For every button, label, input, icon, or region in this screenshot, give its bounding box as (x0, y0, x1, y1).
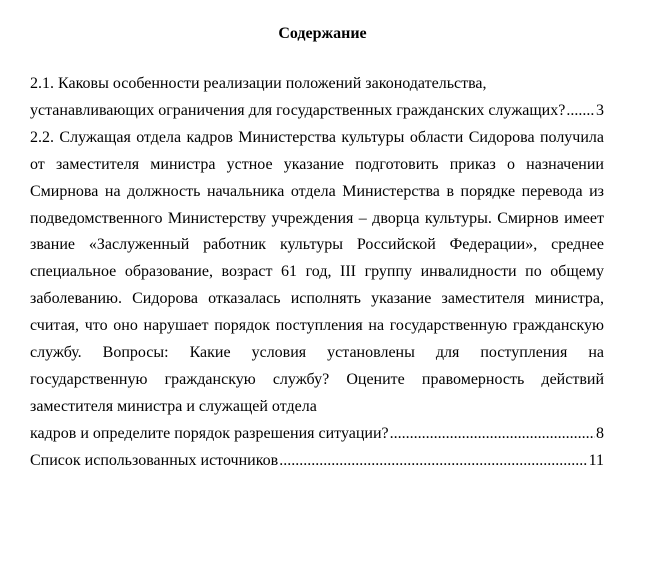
toc-entry-last-line (30, 421, 604, 448)
toc-title: Содержание (278, 25, 367, 42)
dot-leader (279, 448, 587, 475)
toc-page-number: 3 (596, 101, 604, 119)
toc-entry-text-end: Список использованных источников (30, 451, 279, 469)
dot-leader (566, 98, 595, 125)
toc-page-number: 8 (596, 424, 604, 442)
toc-entry-text-end: устанавливающих ограничения для государственных гражданских служащих? (30, 101, 566, 119)
toc-entry-2-1[interactable] (30, 71, 604, 125)
toc-entry-text-end: кадров и определите порядок разрешения ситуации? (30, 424, 389, 442)
toc-entry-text: 2.1. Каковы особенности реализации положений законодательства, (30, 75, 487, 92)
toc-entry-2-2[interactable] (30, 125, 604, 448)
dot-leader (390, 421, 595, 448)
toc-entry-sources[interactable] (30, 448, 604, 475)
toc-page-number: 11 (588, 451, 604, 469)
toc-entry-last-line (30, 448, 604, 475)
table-of-contents (30, 71, 604, 475)
toc-entry-text: 2.2. Служащая отдела кадров Министерства культуры области Сидорова получила от заместителя министра устное указание подготовить приказ о назначении Смирнова на должность начальника отдела Министерства в порядке перевода из подведомственного Министерству учреждения – дворца культуры. Смирнов имеет звание «Заслуженный работник культуры Российской Федерации», среднее специальное образование, возраст 61 год, III группу инвалидности по общему заболеванию. Сидорова отказалась исполнять указание заместителя министра, считая, что оно нарушает порядок поступления на государственную гражданскую службу. Вопросы: Какие условия установлены для поступления на государственную гражданскую службу? Оцените правомерность действий заместителя министра и служащей отдела (30, 128, 604, 415)
toc-entry-last-line (30, 98, 604, 125)
